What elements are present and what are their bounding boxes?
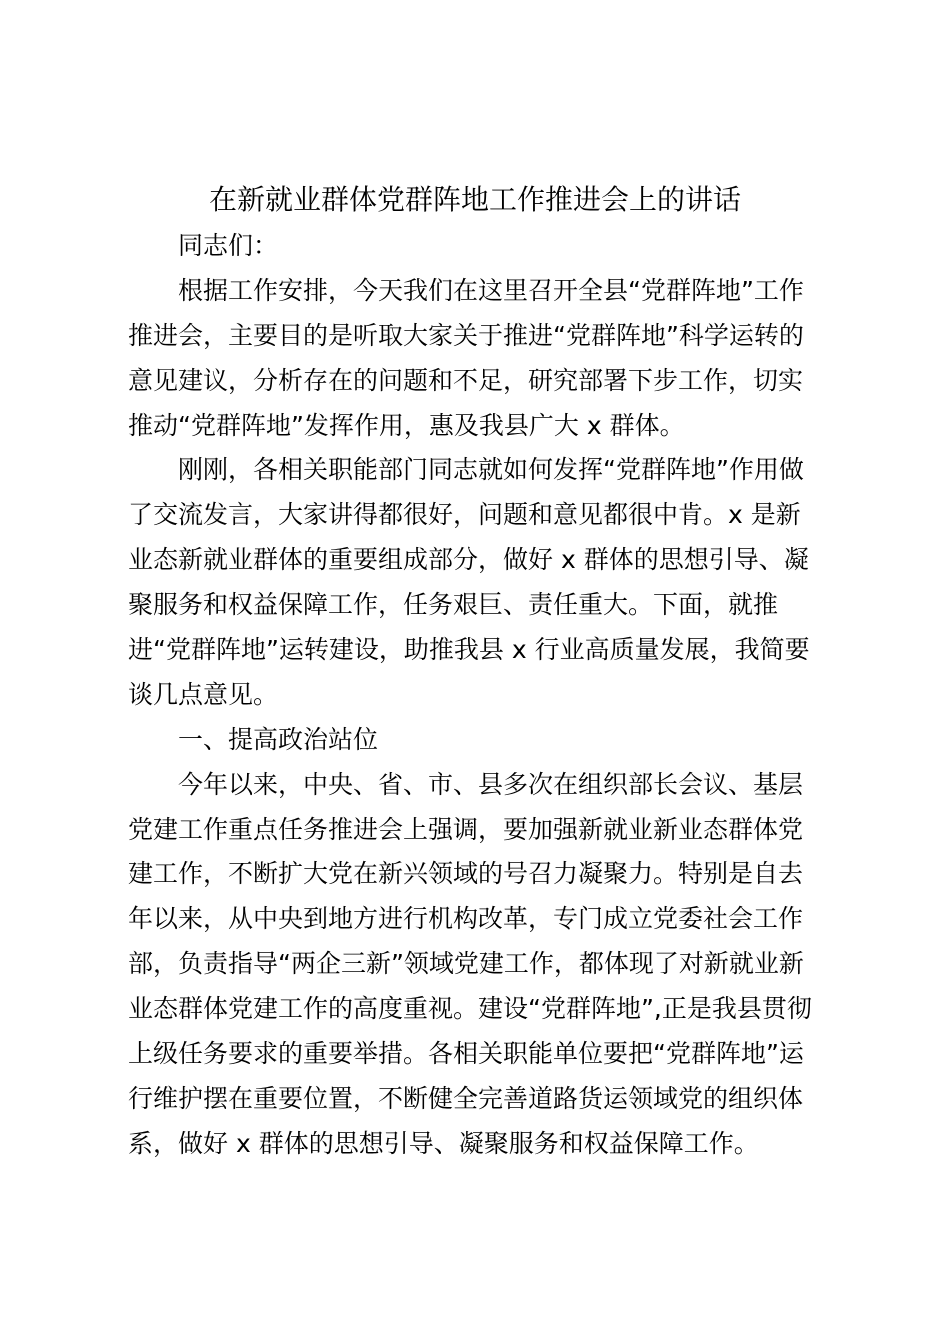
text-line: 刚刚，各相关职能部门同志就如何发挥“党群阵地”作用做: [178, 455, 804, 485]
text-line: 根据工作安排，今天我们在这里召开全县“党群阵地”工作: [178, 275, 804, 305]
text-line: 推进会，主要目的是听取大家关于推进“党群阵地”科学运转的: [128, 320, 804, 350]
text-line: 业态群体党建工作的高度重视。建设“党群阵地”,正是我县贯彻: [128, 994, 812, 1024]
text-line: 党建工作重点任务推进会上强调，要加强新就业新业态群体党: [128, 814, 804, 844]
text-line: 意见建议，分析存在的问题和不足，研究部署下步工作，切实: [128, 365, 804, 395]
text-line: 了交流发言，大家讲得都很好，问题和意见都很中肯。x 是新: [128, 500, 801, 530]
text-line: 建工作，不断扩大党在新兴领域的号召力凝聚力。特别是自去: [128, 859, 804, 889]
text-line: 上级任务要求的重要举措。各相关职能单位要把“党群阵地”运: [128, 1039, 804, 1069]
text-line: 部，负责指导“两企三新”领域党建工作，都体现了对新就业新: [128, 949, 804, 979]
text-line: 今年以来，中央、省、市、县多次在组织部长会议、基层: [178, 769, 804, 799]
text-line: 业态新就业群体的重要组成部分，做好 x 群体的思想引导、凝: [128, 545, 809, 575]
text-line: 系，做好 x 群体的思想引导、凝聚服务和权益保障工作。: [128, 1128, 759, 1158]
text-line: 谈几点意见。: [128, 679, 279, 709]
text-line: 同志们：: [178, 231, 279, 260]
text-line: 进“党群阵地”运转建设，助推我县 x 行业高质量发展，我简要: [128, 635, 810, 665]
text-line: 行维护摆在重要位置，不断健全完善道路货运领域党的组织体: [128, 1083, 804, 1113]
text-line: 一、提高政治站位: [178, 724, 379, 754]
document-body: [128, 224, 824, 1167]
text-line: 推动“党群阵地”发挥作用，惠及我县广大 x 群体。: [128, 410, 685, 440]
document-title: 在新就业群体党群阵地工作推进会上的讲话: [208, 183, 741, 216]
text-line: 聚服务和权益保障工作，任务艰巨、责任重大。下面，就推: [128, 590, 779, 620]
text-line: 年以来，从中央到地方进行机构改革，专门成立党委社会工作: [128, 904, 804, 934]
